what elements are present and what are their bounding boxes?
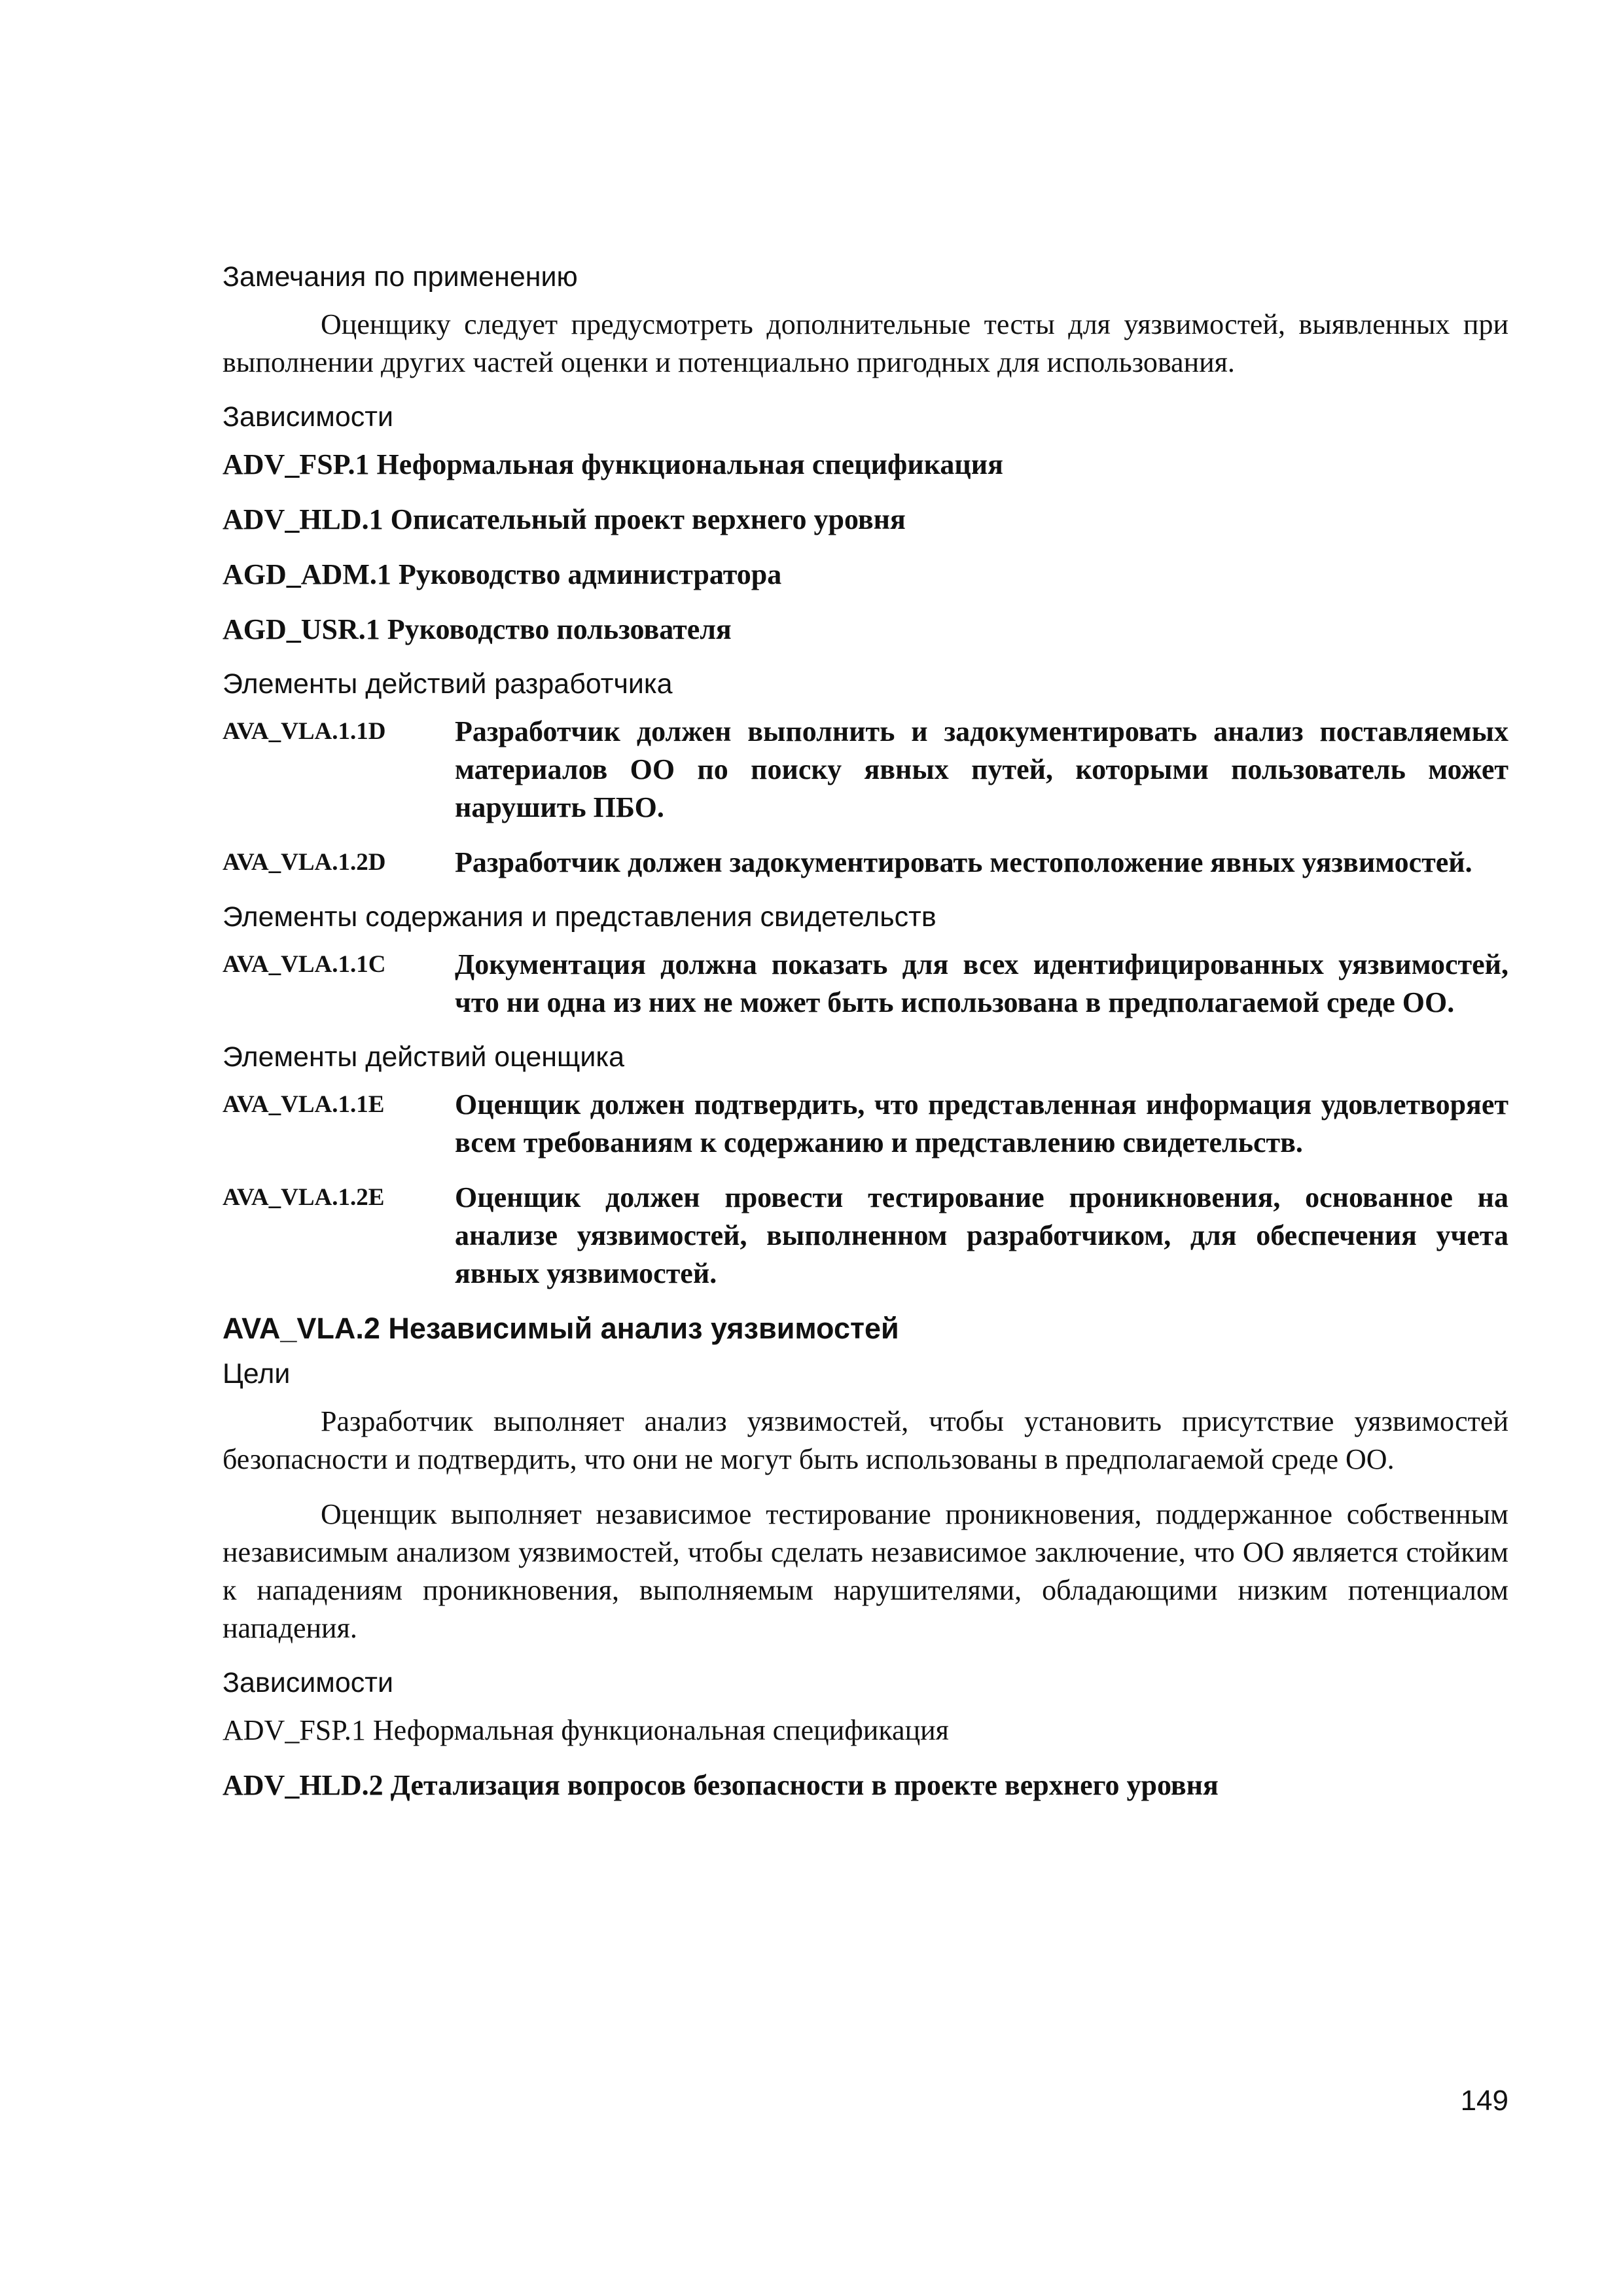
element-text: Оценщик должен подтвердить, что представленная информация удовлетворяет всем требованиям к содержанию и представлению свидетельств. xyxy=(455,1088,1508,1158)
subhead-objectives: Цели xyxy=(223,1358,291,1390)
subhead-developer-actions: Элементы действий разработчика xyxy=(223,668,673,700)
element-code: AVA_VLA.1.2D xyxy=(223,849,386,876)
element-ava-vla-1-1d xyxy=(223,713,1508,827)
page-number: 149 xyxy=(1460,2085,1508,2117)
element-text: Разработчик должен выполнить и задокументировать анализ поставляемых материалов ОО по поиску явных путей, которыми пользователь может нарушить ПБО. xyxy=(455,715,1508,823)
element-ava-vla-1-1c xyxy=(223,946,1508,1022)
element-text: Документация должна показать для всех идентифицированных уязвимостей, что ни одна из них не может быть использована в предполагаемой среде ОО. xyxy=(455,948,1508,1018)
document-page xyxy=(223,259,1508,1821)
dependency-adv-hld-2: ADV_HLD.2 Детализация вопросов безопасности в проекте верхнего уровня xyxy=(223,1769,1219,1801)
subhead-dependencies-2: Зависимости xyxy=(223,1667,393,1698)
element-code: AVA_VLA.1.1D xyxy=(223,718,386,745)
paragraph-objectives-1: Разработчик выполняет анализ уязвимостей, чтобы установить присутствие уязвимостей безопасности и подтвердить, что они не могут быть использованы в предполагаемой среде ОО. xyxy=(223,1405,1508,1475)
dependency-agd-usr-1: AGD_USR.1 Руководство пользователя xyxy=(223,613,732,645)
element-code: AVA_VLA.1.2E xyxy=(223,1184,385,1211)
dependency-adv-fsp-1-regular: ADV_FSP.1 Неформальная функциональная спецификация xyxy=(223,1714,949,1746)
dependency-adv-hld-1: ADV_HLD.1 Описательный проект верхнего уровня xyxy=(223,503,906,535)
subhead-evaluator-actions: Элементы действий оценщика xyxy=(223,1041,625,1073)
element-text: Разработчик должен задокументировать местоположение явных уязвимостей. xyxy=(455,846,1472,878)
dependency-adv-fsp-1: ADV_FSP.1 Неформальная функциональная спецификация xyxy=(223,448,1003,480)
paragraph-application-notes: Оценщику следует предусмотреть дополнительные тесты для уязвимостей, выявленных при выполнении других частей оценки и потенциально пригодных для использования. xyxy=(223,308,1508,378)
paragraph-objectives-2: Оценщик выполняет независимое тестирование проникновения, поддержанное собственным независимым анализом уязвимостей, чтобы сделать независимое заключение, что ОО является стойким к нападениям проникновения, выполняемым нарушителями, обладающими низким потенциалом нападения. xyxy=(223,1498,1508,1644)
subhead-dependencies: Зависимости xyxy=(223,401,393,433)
element-code: AVA_VLA.1.1E xyxy=(223,1091,385,1118)
element-text: Оценщик должен провести тестирование проникновения, основанное на анализе уязвимостей, выполненном разработчиком, для обеспечения учета явных уязвимостей. xyxy=(455,1181,1508,1289)
element-ava-vla-1-1e xyxy=(223,1086,1508,1162)
dependency-agd-adm-1: AGD_ADM.1 Руководство администратора xyxy=(223,558,782,590)
subhead-application-notes: Замечания по применению xyxy=(223,261,578,293)
element-ava-vla-1-2e xyxy=(223,1179,1508,1293)
subhead-content-presentation: Элементы содержания и представления свидетельств xyxy=(223,901,936,933)
element-code: AVA_VLA.1.1C xyxy=(223,951,386,978)
section-title-ava-vla-2: AVA_VLA.2 Независимый анализ уязвимостей xyxy=(223,1312,899,1345)
element-ava-vla-1-2d xyxy=(223,844,1508,882)
